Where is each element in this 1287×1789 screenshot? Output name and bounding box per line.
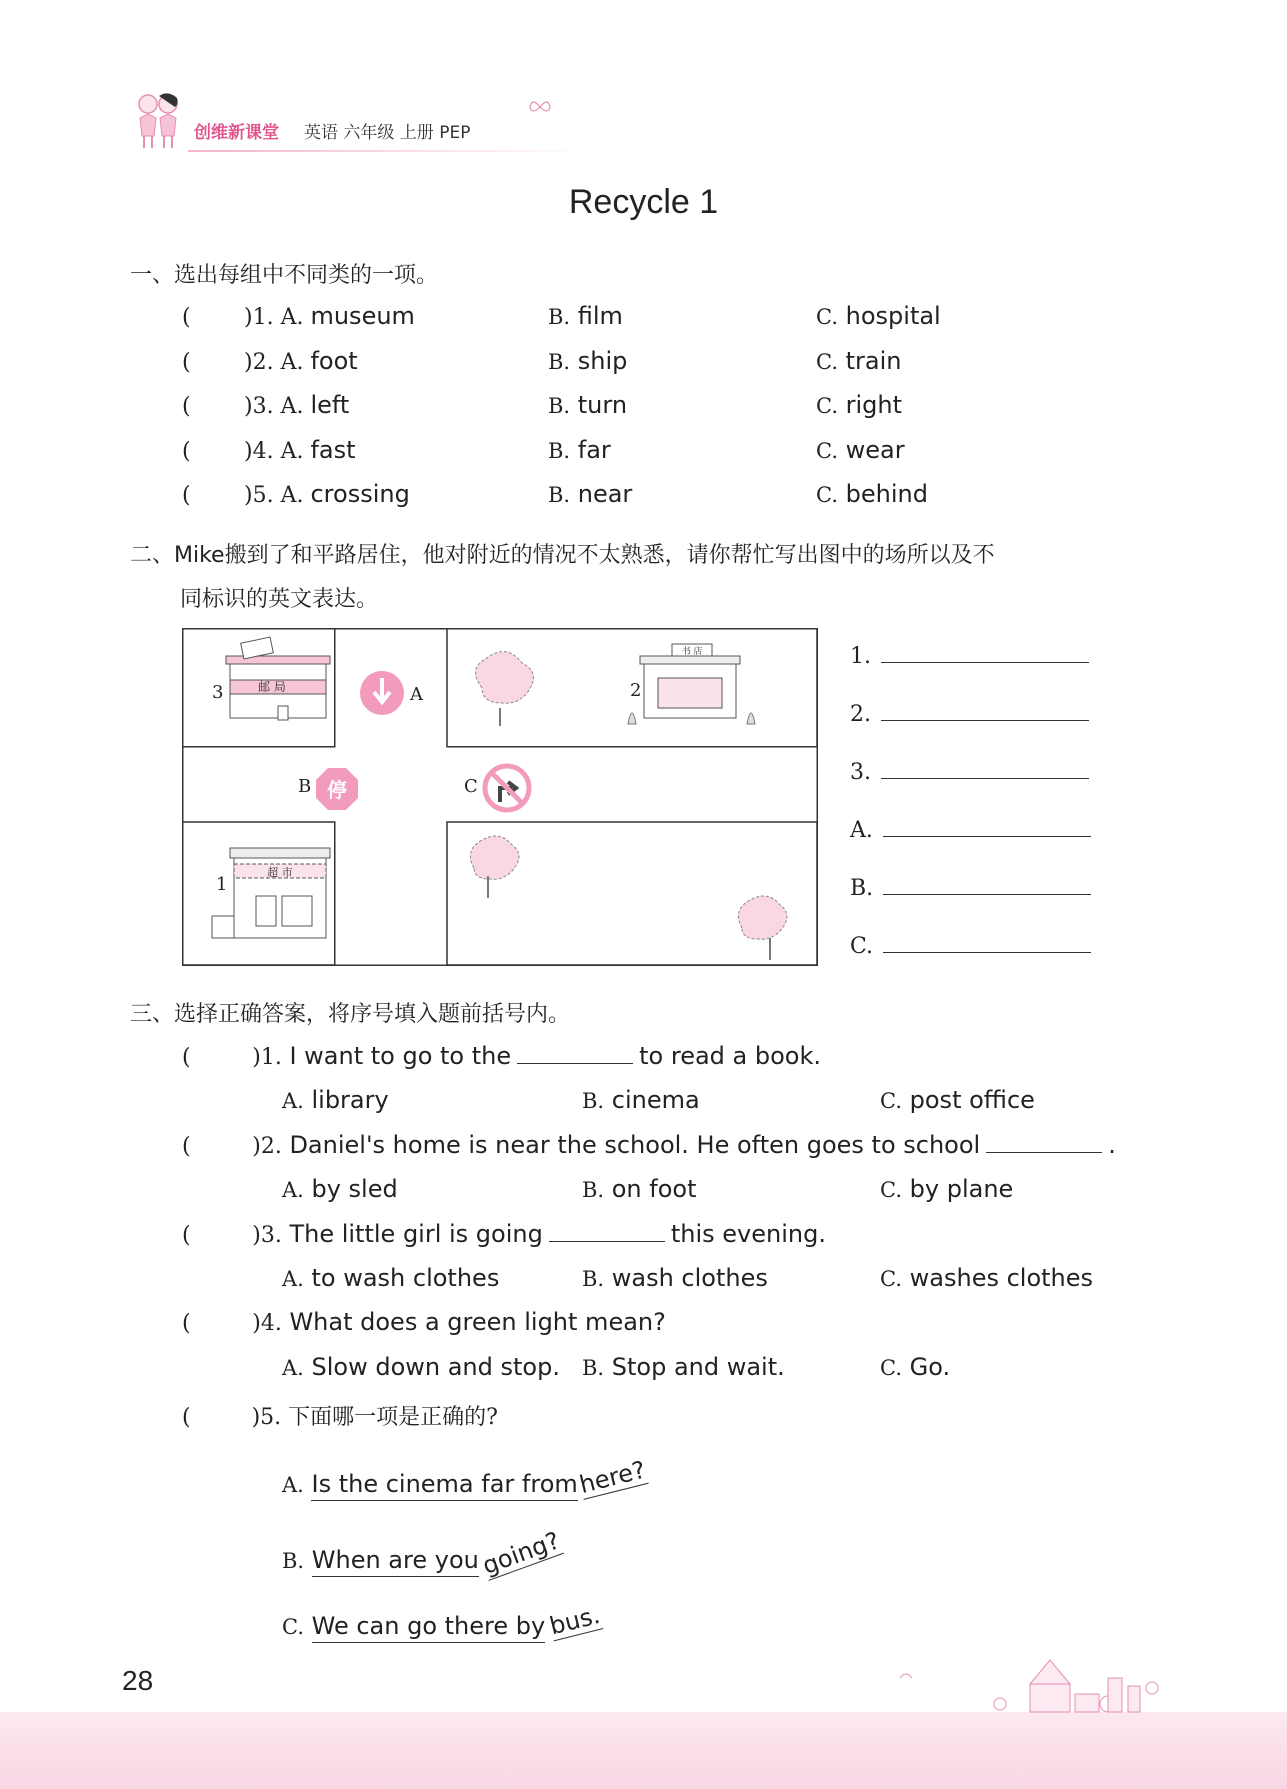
map-label-A: A (410, 684, 423, 705)
option-c: by plane (909, 1175, 1014, 1203)
option-b: turn (577, 391, 628, 419)
option-a: fast (310, 436, 356, 464)
map-label-2: 2 (630, 680, 642, 701)
answer-line-2[interactable]: 2. (850, 698, 1089, 727)
answer-blank[interactable] (549, 1219, 665, 1242)
option-c: Go. (909, 1353, 951, 1381)
list-item: ( )4. A. fast B. far C. wear (182, 436, 905, 464)
answer-line-3[interactable]: 3. (850, 756, 1089, 785)
option-c: right (845, 391, 903, 419)
option-a: to wash clothes (311, 1264, 500, 1292)
question-2: ( )2. Daniel's home is near the school. He often goes to school . (182, 1131, 1116, 1159)
option-b: Stop and wait. (611, 1353, 785, 1381)
stop-sign-text: 停 (327, 778, 347, 802)
answer-line-C[interactable]: C. (850, 930, 1091, 959)
section2-heading-line2: 同标识的英文表达。 (180, 587, 379, 612)
option-a: museum (310, 302, 415, 330)
castle-decoration-icon (880, 1648, 1170, 1716)
question-5-option-b: B. When are you going? (282, 1526, 564, 1580)
kids-logo-icon (128, 88, 188, 154)
bookstore-sign: 书 店 (681, 647, 703, 657)
option-b: far (577, 436, 611, 464)
section3-heading: 三、选择正确答案，将序号填入题前括号内。 (130, 1002, 571, 1027)
answer-blank[interactable] (986, 1130, 1102, 1153)
subject-label: 英语 六年级 上册 PEP (304, 123, 471, 143)
map-label-B: B (298, 776, 312, 797)
map-label-1: 1 (216, 874, 228, 895)
option-a: foot (310, 347, 358, 375)
option-a: library (311, 1086, 389, 1114)
page-number: 28 (122, 1665, 154, 1696)
option-a: Slow down and stop. (311, 1353, 560, 1381)
question-5: ( )5. 下面哪一项是正确的? (182, 1405, 498, 1430)
list-item: ( )1. A. museum B. film C. hospital (182, 302, 941, 330)
header-divider (188, 150, 588, 152)
option-a: left (310, 391, 350, 419)
list-item: ( )5. A. crossing B. near C. behind (182, 480, 928, 508)
list-item: ( )2. A. foot B. ship C. train (182, 347, 902, 375)
option-b: on foot (611, 1175, 697, 1203)
question-5-option-c: C. We can go there by bus. (282, 1612, 603, 1641)
option-c: post office (909, 1086, 1035, 1114)
map-label-C: C (464, 776, 478, 797)
page-title: Recycle 1 (568, 183, 719, 221)
option-c: wear (845, 436, 905, 464)
answer-line-A[interactable]: A. (850, 814, 1091, 843)
question-5-option-a: A. Is the cinema far from here? (282, 1470, 652, 1499)
option-c: hospital (845, 302, 941, 330)
option-b: wash clothes (611, 1264, 768, 1292)
question-3: ( )3. The little girl is going this evening. (182, 1220, 826, 1248)
question-4: ( )4. What does a green light mean? (182, 1308, 666, 1336)
post-office-sign: 邮 局 (258, 680, 286, 694)
supermarket-sign: 超 市 (267, 866, 293, 879)
answer-line-B[interactable]: B. (850, 872, 1091, 901)
option-c: train (845, 347, 902, 375)
butterfly-icon (528, 98, 552, 116)
question-1: ( )1. I want to go to the to read a book. (182, 1042, 821, 1070)
option-a: by sled (311, 1175, 398, 1203)
brand-name: 创维新课堂 (194, 123, 279, 143)
option-b: film (577, 302, 623, 330)
option-a: crossing (310, 480, 410, 508)
answer-line-1[interactable]: 1. (850, 640, 1089, 669)
option-b: ship (577, 347, 628, 375)
section1-heading: 一、选出每组中不同类的一项。 (130, 263, 439, 288)
option-b: cinema (611, 1086, 700, 1114)
footer-band (0, 1712, 1287, 1789)
page-header (128, 88, 588, 158)
option-c: behind (845, 480, 928, 508)
map-label-3: 3 (212, 682, 224, 703)
section2-heading-line1: 二、Mike搬到了和平路居住，他对附近的情况不太熟悉，请你帮忙写出图中的场所以及不 (130, 543, 995, 568)
list-item: ( )3. A. left B. turn C. right (182, 391, 903, 419)
street-map (182, 628, 818, 966)
option-c: washes clothes (909, 1264, 1094, 1292)
option-b: near (577, 480, 633, 508)
question-1-options: A. library (282, 1086, 389, 1114)
answer-blank[interactable] (517, 1041, 633, 1064)
